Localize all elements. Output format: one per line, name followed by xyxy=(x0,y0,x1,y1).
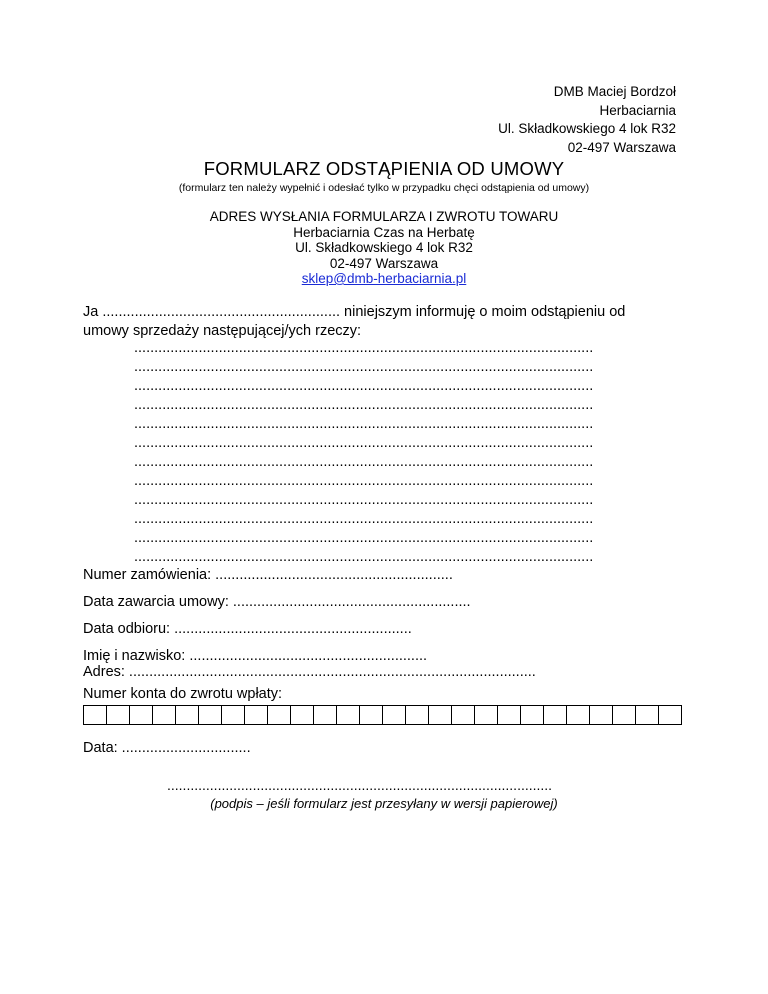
account-digit-cell[interactable] xyxy=(567,706,590,724)
contract-date-field[interactable]: Data zawarcia umowy: ........................................................... xyxy=(83,594,471,610)
sender-city: 02-497 Warszawa xyxy=(567,139,676,155)
account-digit-cell[interactable] xyxy=(84,706,107,724)
item-line[interactable]: .................................................................................................................. xyxy=(134,530,594,546)
return-address-heading: ADRES WYSŁANIA FORMULARZA I ZWROTU TOWARU xyxy=(209,209,559,224)
account-digit-cell[interactable] xyxy=(613,706,636,724)
account-digit-cell[interactable] xyxy=(176,706,199,724)
account-digit-cell[interactable] xyxy=(199,706,222,724)
full-name-field[interactable]: Imię i nazwisko: ........................................................... xyxy=(83,648,428,664)
account-digit-cell[interactable] xyxy=(659,706,681,724)
account-digit-cell[interactable] xyxy=(360,706,383,724)
sender-business: Herbaciarnia xyxy=(599,102,676,118)
item-line[interactable]: .................................................................................................................. xyxy=(134,359,594,375)
account-digit-cell[interactable] xyxy=(314,706,337,724)
return-address-street: Ul. Składkowskiego 4 lok R32 xyxy=(295,240,473,255)
item-line[interactable]: .................................................................................................................. xyxy=(134,492,594,508)
account-digit-cell[interactable] xyxy=(590,706,613,724)
item-line[interactable]: .................................................................................................................. xyxy=(134,549,594,565)
account-digit-cell[interactable] xyxy=(222,706,245,724)
account-digit-cell[interactable] xyxy=(521,706,544,724)
form-subtitle: (formularz ten należy wypełnić i odesłać tylko w przypadku chęci odstąpienia od umowy) xyxy=(178,182,590,194)
return-address-city: 02-497 Warszawa xyxy=(329,255,439,271)
sender-name: DMB Maciej Bordzoł xyxy=(553,84,676,99)
item-line[interactable]: .................................................................................................................. xyxy=(134,340,594,356)
form-title: FORMULARZ ODSTĄPIENIA OD UMOWY xyxy=(203,158,565,179)
date-field[interactable]: Data: ................................ xyxy=(83,740,251,756)
account-digit-cell[interactable] xyxy=(291,706,314,724)
account-number-label: Numer konta do zwrotu wpłaty: xyxy=(83,686,283,702)
return-address-name: Herbaciarnia Czas na Herbatę xyxy=(293,224,475,240)
item-line[interactable]: .................................................................................................................. xyxy=(134,511,594,527)
account-digit-cell[interactable] xyxy=(130,706,153,724)
account-digit-cell[interactable] xyxy=(452,706,475,724)
return-address xyxy=(0,209,768,287)
order-number-field[interactable]: Numer zamówienia: ........................................................... xyxy=(83,567,453,583)
account-digit-cell[interactable] xyxy=(383,706,406,724)
account-digit-cell[interactable] xyxy=(337,706,360,724)
item-line[interactable]: .................................................................................................................. xyxy=(134,397,594,413)
item-line[interactable]: .................................................................................................................. xyxy=(134,435,594,451)
account-digit-cell[interactable] xyxy=(429,706,452,724)
signature-line[interactable]: ................................................................................................... xyxy=(167,777,553,793)
item-line[interactable]: .................................................................................................................. xyxy=(134,416,594,432)
account-digit-cell[interactable] xyxy=(153,706,176,724)
declaration-line-1: Ja ........................................................... niniejszym informuję o moim odstąpieniu od xyxy=(83,304,626,320)
account-digit-cell[interactable] xyxy=(107,706,130,724)
account-digit-cell[interactable] xyxy=(268,706,291,724)
sender-address xyxy=(498,83,676,157)
item-line[interactable]: .................................................................................................................. xyxy=(134,473,594,489)
pickup-date-field[interactable]: Data odbioru: ........................................................... xyxy=(83,621,412,637)
account-digit-cell[interactable] xyxy=(475,706,498,724)
account-digit-cell[interactable] xyxy=(245,706,268,724)
account-digit-cell[interactable] xyxy=(498,706,521,724)
account-digit-cell[interactable] xyxy=(636,706,659,724)
signature-caption: (podpis – jeśli formularz jest przesyłany w wersji papierowej) xyxy=(210,796,558,811)
item-line[interactable]: .................................................................................................................. xyxy=(134,378,594,394)
account-digit-cell[interactable] xyxy=(406,706,429,724)
address-field[interactable]: Adres: ..................................................................................................... xyxy=(83,664,536,680)
account-number-boxes[interactable] xyxy=(83,705,682,725)
return-address-email-link[interactable]: sklep@dmb-herbaciarnia.pl xyxy=(301,271,467,286)
item-line[interactable]: .................................................................................................................. xyxy=(134,454,594,470)
declaration-line-2: umowy sprzedaży następującej/ych rzeczy: xyxy=(83,323,362,339)
sender-street: Ul. Składkowskiego 4 lok R32 xyxy=(498,121,676,136)
account-digit-cell[interactable] xyxy=(544,706,567,724)
